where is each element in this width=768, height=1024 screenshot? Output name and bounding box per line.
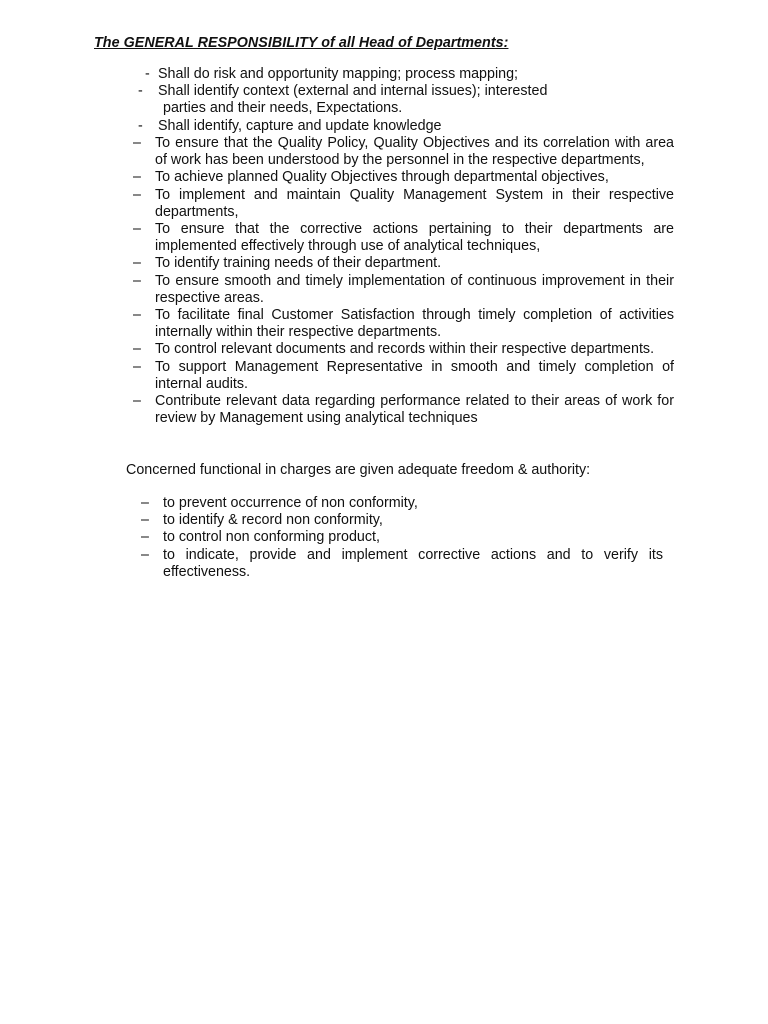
authority-intro: Concerned functional in charges are given adequate freedom & authority: xyxy=(126,462,591,478)
list-item-text: To ensure that the Quality Policy, Quality Objectives and its correlation with area of work has been understood by the personnel in the respective departments, xyxy=(155,135,674,169)
list-item-text: Shall do risk and opportunity mapping; process mapping; xyxy=(158,66,519,82)
list-marker: – xyxy=(133,169,141,186)
list-item-text: to identify & record non conformity, xyxy=(163,512,383,529)
list-item xyxy=(0,512,768,529)
list-item xyxy=(0,359,768,393)
list-item xyxy=(0,66,768,83)
list-item-text: Shall identify, capture and update knowledge xyxy=(158,117,442,134)
list-item xyxy=(0,255,768,272)
list-marker: – xyxy=(133,255,141,272)
list-item-text: Shall identify context (external and internal issues); interested xyxy=(158,83,548,100)
list-marker: – xyxy=(133,307,141,324)
list-item xyxy=(0,169,768,186)
list-item-text: Contribute relevant data regarding performance related to their areas of work for review by Management using analytical techniques xyxy=(155,393,674,427)
list-marker: – xyxy=(141,529,149,546)
list-marker: – xyxy=(133,358,141,375)
list-marker: – xyxy=(141,546,149,563)
list-item xyxy=(0,341,768,358)
hyphen-list xyxy=(0,66,768,135)
list-marker: - xyxy=(138,83,143,100)
list-item xyxy=(0,83,768,117)
list-item-text: To achieve planned Quality Objectives through departmental objectives, xyxy=(155,169,609,186)
list-item xyxy=(0,118,768,135)
list-item-text: To control relevant documents and records within their respective departments. xyxy=(155,341,655,358)
list-item-text: To support Management Representative in smooth and timely completion of internal audits. xyxy=(155,358,674,392)
list-marker: - xyxy=(145,66,150,82)
list-item-text: To implement and maintain Quality Management System in their respective departments, xyxy=(155,186,674,220)
list-item-text: To ensure that the corrective actions pertaining to their departments are implemented effectively through use of analytical techniques, xyxy=(155,221,674,255)
list-marker: – xyxy=(133,272,141,289)
list-item-text: to control non conforming product, xyxy=(163,529,380,546)
list-item xyxy=(0,135,768,169)
list-item-text: To facilitate final Customer Satisfaction through timely completion of activities internally within their respective departments. xyxy=(155,307,674,341)
list-item-text: to prevent occurrence of non conformity, xyxy=(163,495,418,511)
list-marker: – xyxy=(133,135,141,151)
list-marker: – xyxy=(133,341,141,358)
list-item xyxy=(0,393,768,427)
list-marker: – xyxy=(133,186,141,203)
list-item-text: To identify training needs of their department. xyxy=(155,255,442,272)
list-marker: – xyxy=(141,495,149,511)
list-item xyxy=(0,221,768,255)
list-marker: – xyxy=(133,393,141,410)
list-marker: – xyxy=(141,512,149,529)
list-item xyxy=(0,547,768,581)
document-title: The GENERAL RESPONSIBILITY of all Head of Departments: xyxy=(94,35,509,51)
list-item-text: to indicate, provide and implement corrective actions and to verify its effectiveness. xyxy=(163,546,663,580)
list-item xyxy=(0,307,768,341)
list-item xyxy=(0,495,768,512)
list-item xyxy=(0,529,768,546)
list-marker: - xyxy=(138,117,143,134)
list-item xyxy=(0,273,768,307)
list-item-text: To ensure smooth and timely implementation of continuous improvement in their respective areas. xyxy=(155,272,674,306)
list-item-text-continued: parties and their needs, Expectations. xyxy=(163,100,403,117)
responsibility-list xyxy=(0,135,768,427)
authority-list xyxy=(0,495,768,581)
list-item xyxy=(0,187,768,221)
list-marker: – xyxy=(133,221,141,238)
